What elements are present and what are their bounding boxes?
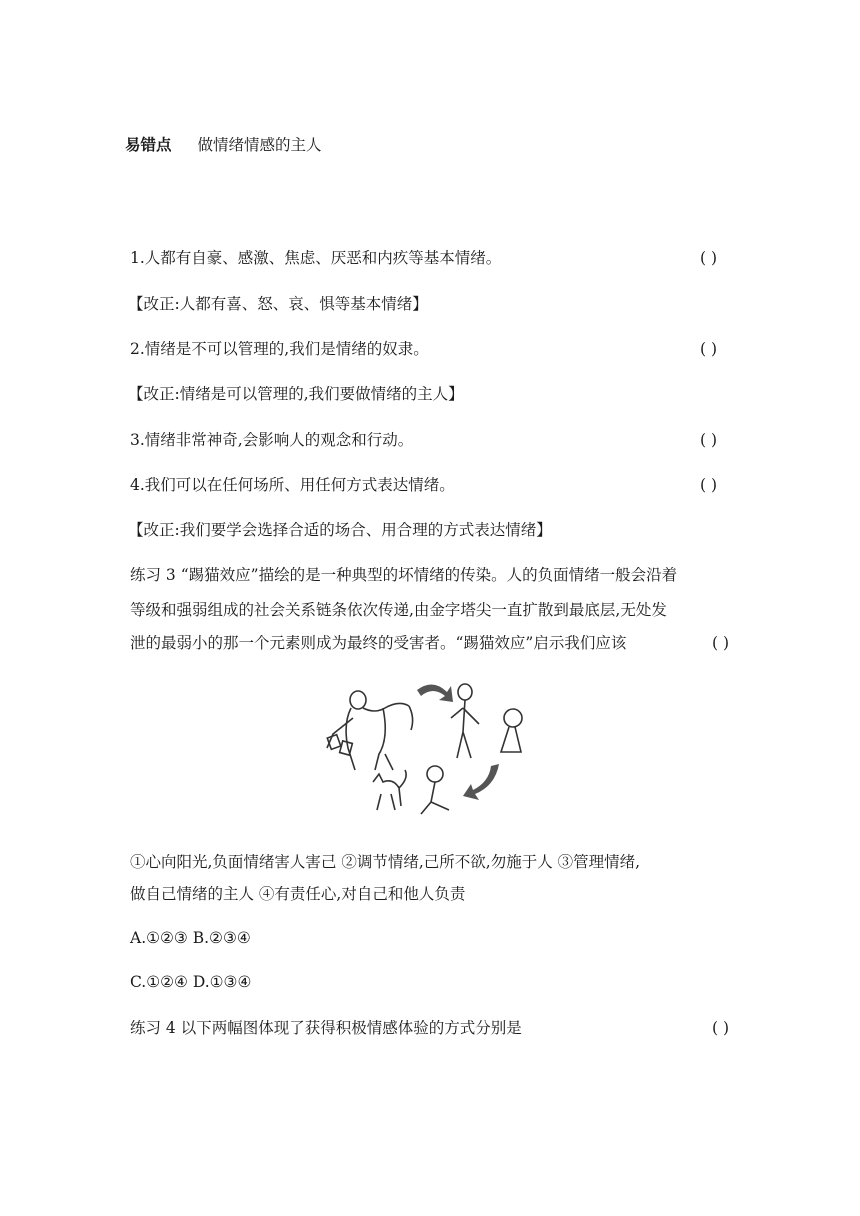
choice-c-d[interactable]: C.①②④ D.①③④	[130, 973, 252, 991]
statement-3: 3.情绪非常神奇,会影响人的观念和行动。	[130, 431, 414, 449]
statement-4: 4.我们可以在任何场所、用任何方式表达情绪。	[130, 476, 455, 494]
exercise4-question: 练习 4 以下两幅图体现了获得积极情感体验的方式分别是	[130, 1019, 522, 1037]
answer-paren-2[interactable]: ( )	[700, 340, 718, 358]
statement-1: 1.人都有自豪、感激、焦虑、厌恶和内疚等基本情绪。	[130, 249, 502, 267]
choice-a-b[interactable]: A.①②③ B.②③④	[130, 929, 251, 947]
answer-paren-3[interactable]: ( )	[700, 431, 718, 449]
exercise3-options-line-2: 做自己情绪的主人 ④有责任心,对自己和他人负责	[130, 885, 466, 903]
exercise4-answer-paren[interactable]: ( )	[712, 1019, 730, 1037]
statement-2: 2.情绪是不可以管理的,我们是情绪的奴隶。	[130, 340, 429, 358]
correction-3: 【改正:我们要学会选择合适的场合、用合理的方式表达情绪】	[128, 521, 552, 539]
section-tag: 易错点	[125, 136, 172, 154]
answer-paren-4[interactable]: ( )	[700, 476, 718, 494]
exercise3-line-1: 练习 3 “踢猫效应”描绘的是一种典型的坏情绪的传染。人的负面情绪一般会沿着	[130, 566, 678, 584]
exercise3-line-2: 等级和强弱组成的社会关系链条依次传递,由金字塔尖一直扩散到最底层,无处发	[130, 601, 667, 619]
kick-the-cat-illustration	[323, 678, 543, 822]
exercise3-answer-paren[interactable]: ( )	[712, 634, 730, 652]
section-heading	[125, 133, 322, 155]
section-title: 做情绪情感的主人	[197, 136, 322, 154]
answer-paren-1[interactable]: ( )	[700, 249, 718, 267]
exercise3-line-3: 泄的最弱小的那一个元素则成为最终的受害者。“踢猫效应”启示我们应该	[130, 634, 627, 652]
correction-2: 【改正:情绪是可以管理的,我们要做情绪的主人】	[128, 385, 464, 403]
exercise3-options-line-1: ①心向阳光,负面情绪害人害己 ②调节情绪,己所不欲,勿施于人 ③管理情绪,	[130, 853, 641, 871]
correction-1: 【改正:人都有喜、怒、哀、惧等基本情绪】	[128, 295, 428, 313]
